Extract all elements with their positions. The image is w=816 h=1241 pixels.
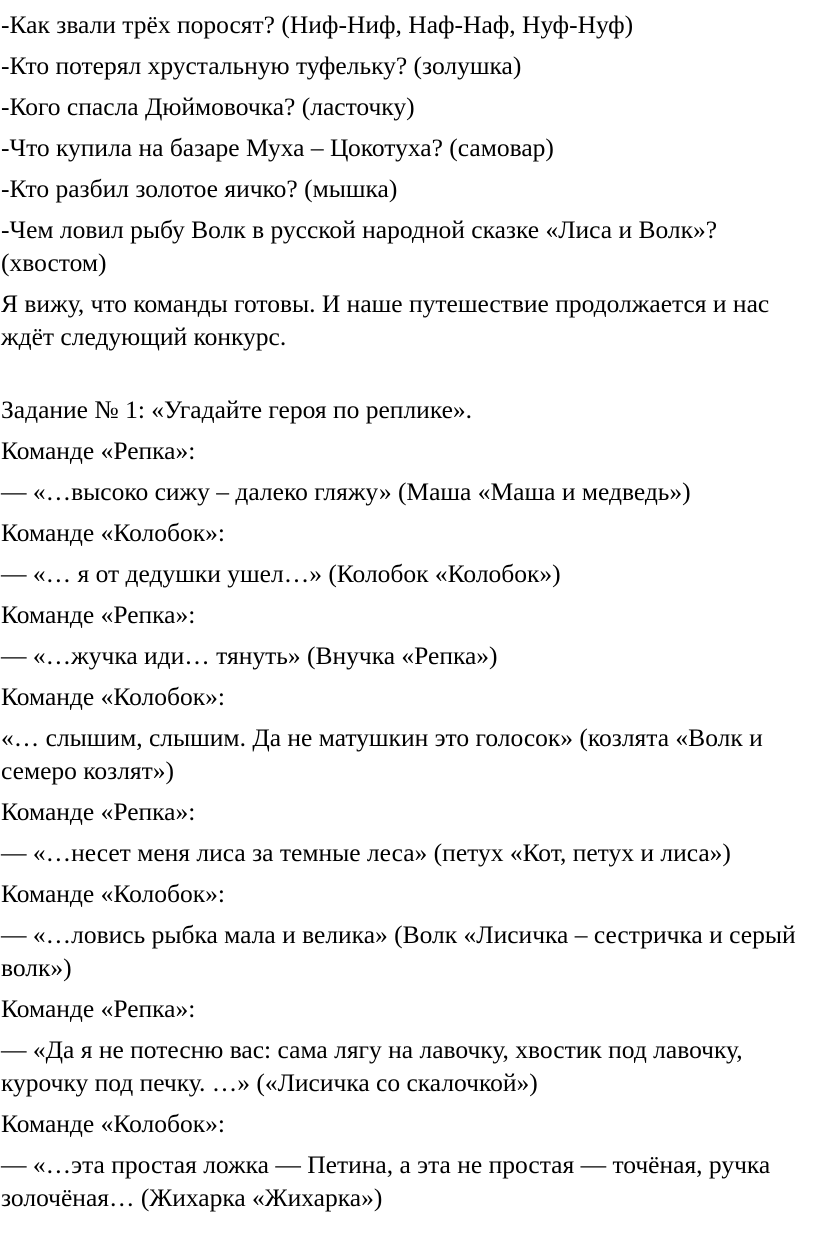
blank-line <box>1 361 810 393</box>
question-line: -Кого спасла Дюймовочка? (ласточку) <box>1 92 415 121</box>
team-label: Команде «Репка»: <box>1 994 196 1023</box>
quote-line: — «Да я не потесню вас: сама лягу на лавочку, хвостик под лавочку, курочку под печку. …» («Лисичка со скалочкой») <box>1 1035 743 1097</box>
question-line: -Кто потерял хрустальную туфельку? (золушка) <box>1 51 522 80</box>
team-label: Команде «Колобок»: <box>1 682 225 711</box>
team-label: Команде «Колобок»: <box>1 879 225 908</box>
quote-line: — «… я от дедушки ушел…» (Колобок «Колобок») <box>1 559 561 588</box>
team-label: Команде «Репка»: <box>1 436 196 465</box>
question-line: -Что купила на базаре Муха – Цокотуха? (самовар) <box>1 133 554 162</box>
question-line: -Кто разбил золотое яичко? (мышка) <box>1 174 398 203</box>
quote-line: — «…высоко сижу – далеко гляжу» (Маша «Маша и медведь») <box>1 477 691 506</box>
transition-paragraph: Я вижу, что команды готовы. И наше путешествие продолжается и нас ждёт следующий конкурс. <box>1 289 770 351</box>
team-label: Команде «Репка»: <box>1 600 196 629</box>
quote-line: — «…несет меня лиса за темные леса» (петух «Кот, петух и лиса») <box>1 838 731 867</box>
quote-line: — «…эта простая ложка — Петина, а эта не простая — точёная, ручка золочёная… (Жихарка «Жихарка») <box>1 1150 771 1212</box>
question-line: -Как звали трёх поросят? (Ниф-Ниф, Наф-Наф, Нуф-Нуф) <box>1 10 634 39</box>
quote-line: «… слышим, слышим. Да не матушкин это голосок» (козлята «Волк и семеро козлят») <box>1 723 763 785</box>
task-heading: Задание № 1: «Угадайте героя по реплике». <box>1 395 473 424</box>
team-label: Команде «Колобок»: <box>1 518 225 547</box>
quote-line: — «…жучка иди… тянуть» (Внучка «Репка») <box>1 641 498 670</box>
team-label: Команде «Колобок»: <box>1 1109 225 1138</box>
quote-line: — «…ловись рыбка мала и велика» (Волк «Лисичка – сестричка и серый волк») <box>1 920 796 982</box>
team-label: Команде «Репка»: <box>1 797 196 826</box>
question-line: -Чем ловил рыбу Волк в русской народной сказке «Лиса и Волк»? (хвостом) <box>1 215 718 277</box>
